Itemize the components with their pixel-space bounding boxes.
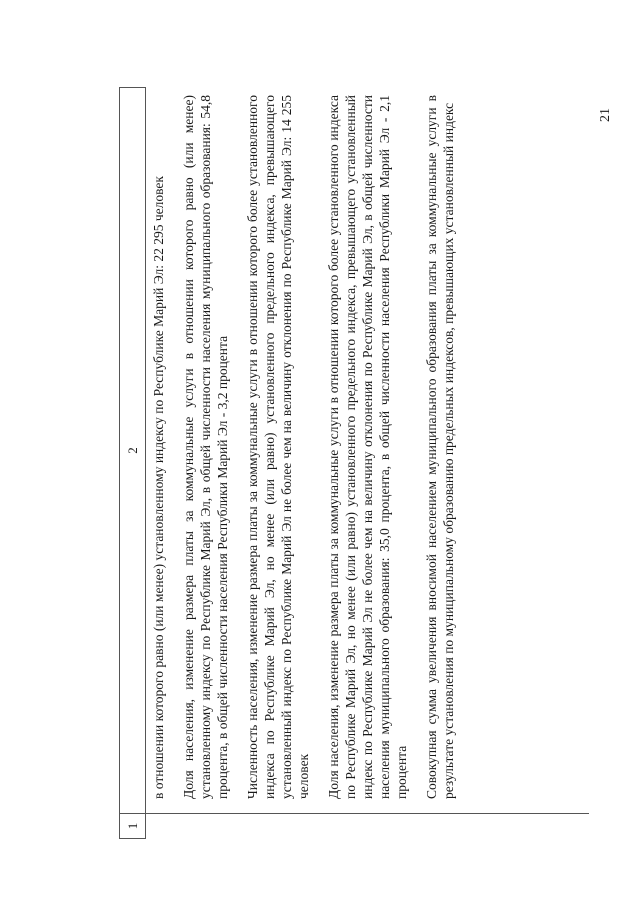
table-paragraph: Доля населения, изменение размера платы за коммунальные услуги в отношении которого равно (или менее) установленному индексу по Республике Марий Эл, в общей численности населения муниципального образования: 54,8 процента, в общей численности населения Республики Марий Эл - 3,2 процента xyxy=(181,95,230,799)
table-paragraph: в отношении которого равно (или менее) установленному индексу по Республике Марий Эл: 22 295 человек xyxy=(151,176,166,799)
column-1-body xyxy=(146,814,589,839)
column-1-header: 1 xyxy=(119,814,146,839)
rotated-table xyxy=(119,87,589,839)
table-column-2 xyxy=(119,87,589,813)
column-2-header: 2 xyxy=(119,87,146,813)
page-number: 21 xyxy=(598,108,613,122)
table-paragraph: Доля населения, изменение размера платы за коммунальные услуги в отношении которого более установленного индекса по Республике Марий Эл, но менее (или равно) установленного предельного индекса, превышающего установленный индекс по Республике Марий Эл не более чем на величину отклонения по Республике Марий Эл, в общей численности населения муниципального образования: 35,0 процента, в общей численности населения Республики Марий Эл - 2,1 процента xyxy=(326,95,409,799)
table-paragraph: Численность населения, изменение размера платы за коммунальные услуги в отношении которого более установленного индекса по Республике Марий Эл, но менее (или равно) установленного предельного индекса, превышающего установленный индекс по Республике Марий Эл не более чем на величину отклонения по Республике Марий Эл: 14 255 человек xyxy=(245,95,311,799)
table-column-1 xyxy=(119,813,589,839)
table-paragraph: Совокупная сумма увеличения вносимой населением муниципального образования платы за коммунальные услуги в результате установления по муниципальному образованию предельных индексов, превышающих установленный индекс xyxy=(424,95,456,799)
rotated-table-frame xyxy=(119,87,589,839)
document-table xyxy=(119,87,589,839)
column-2-body xyxy=(146,87,589,813)
